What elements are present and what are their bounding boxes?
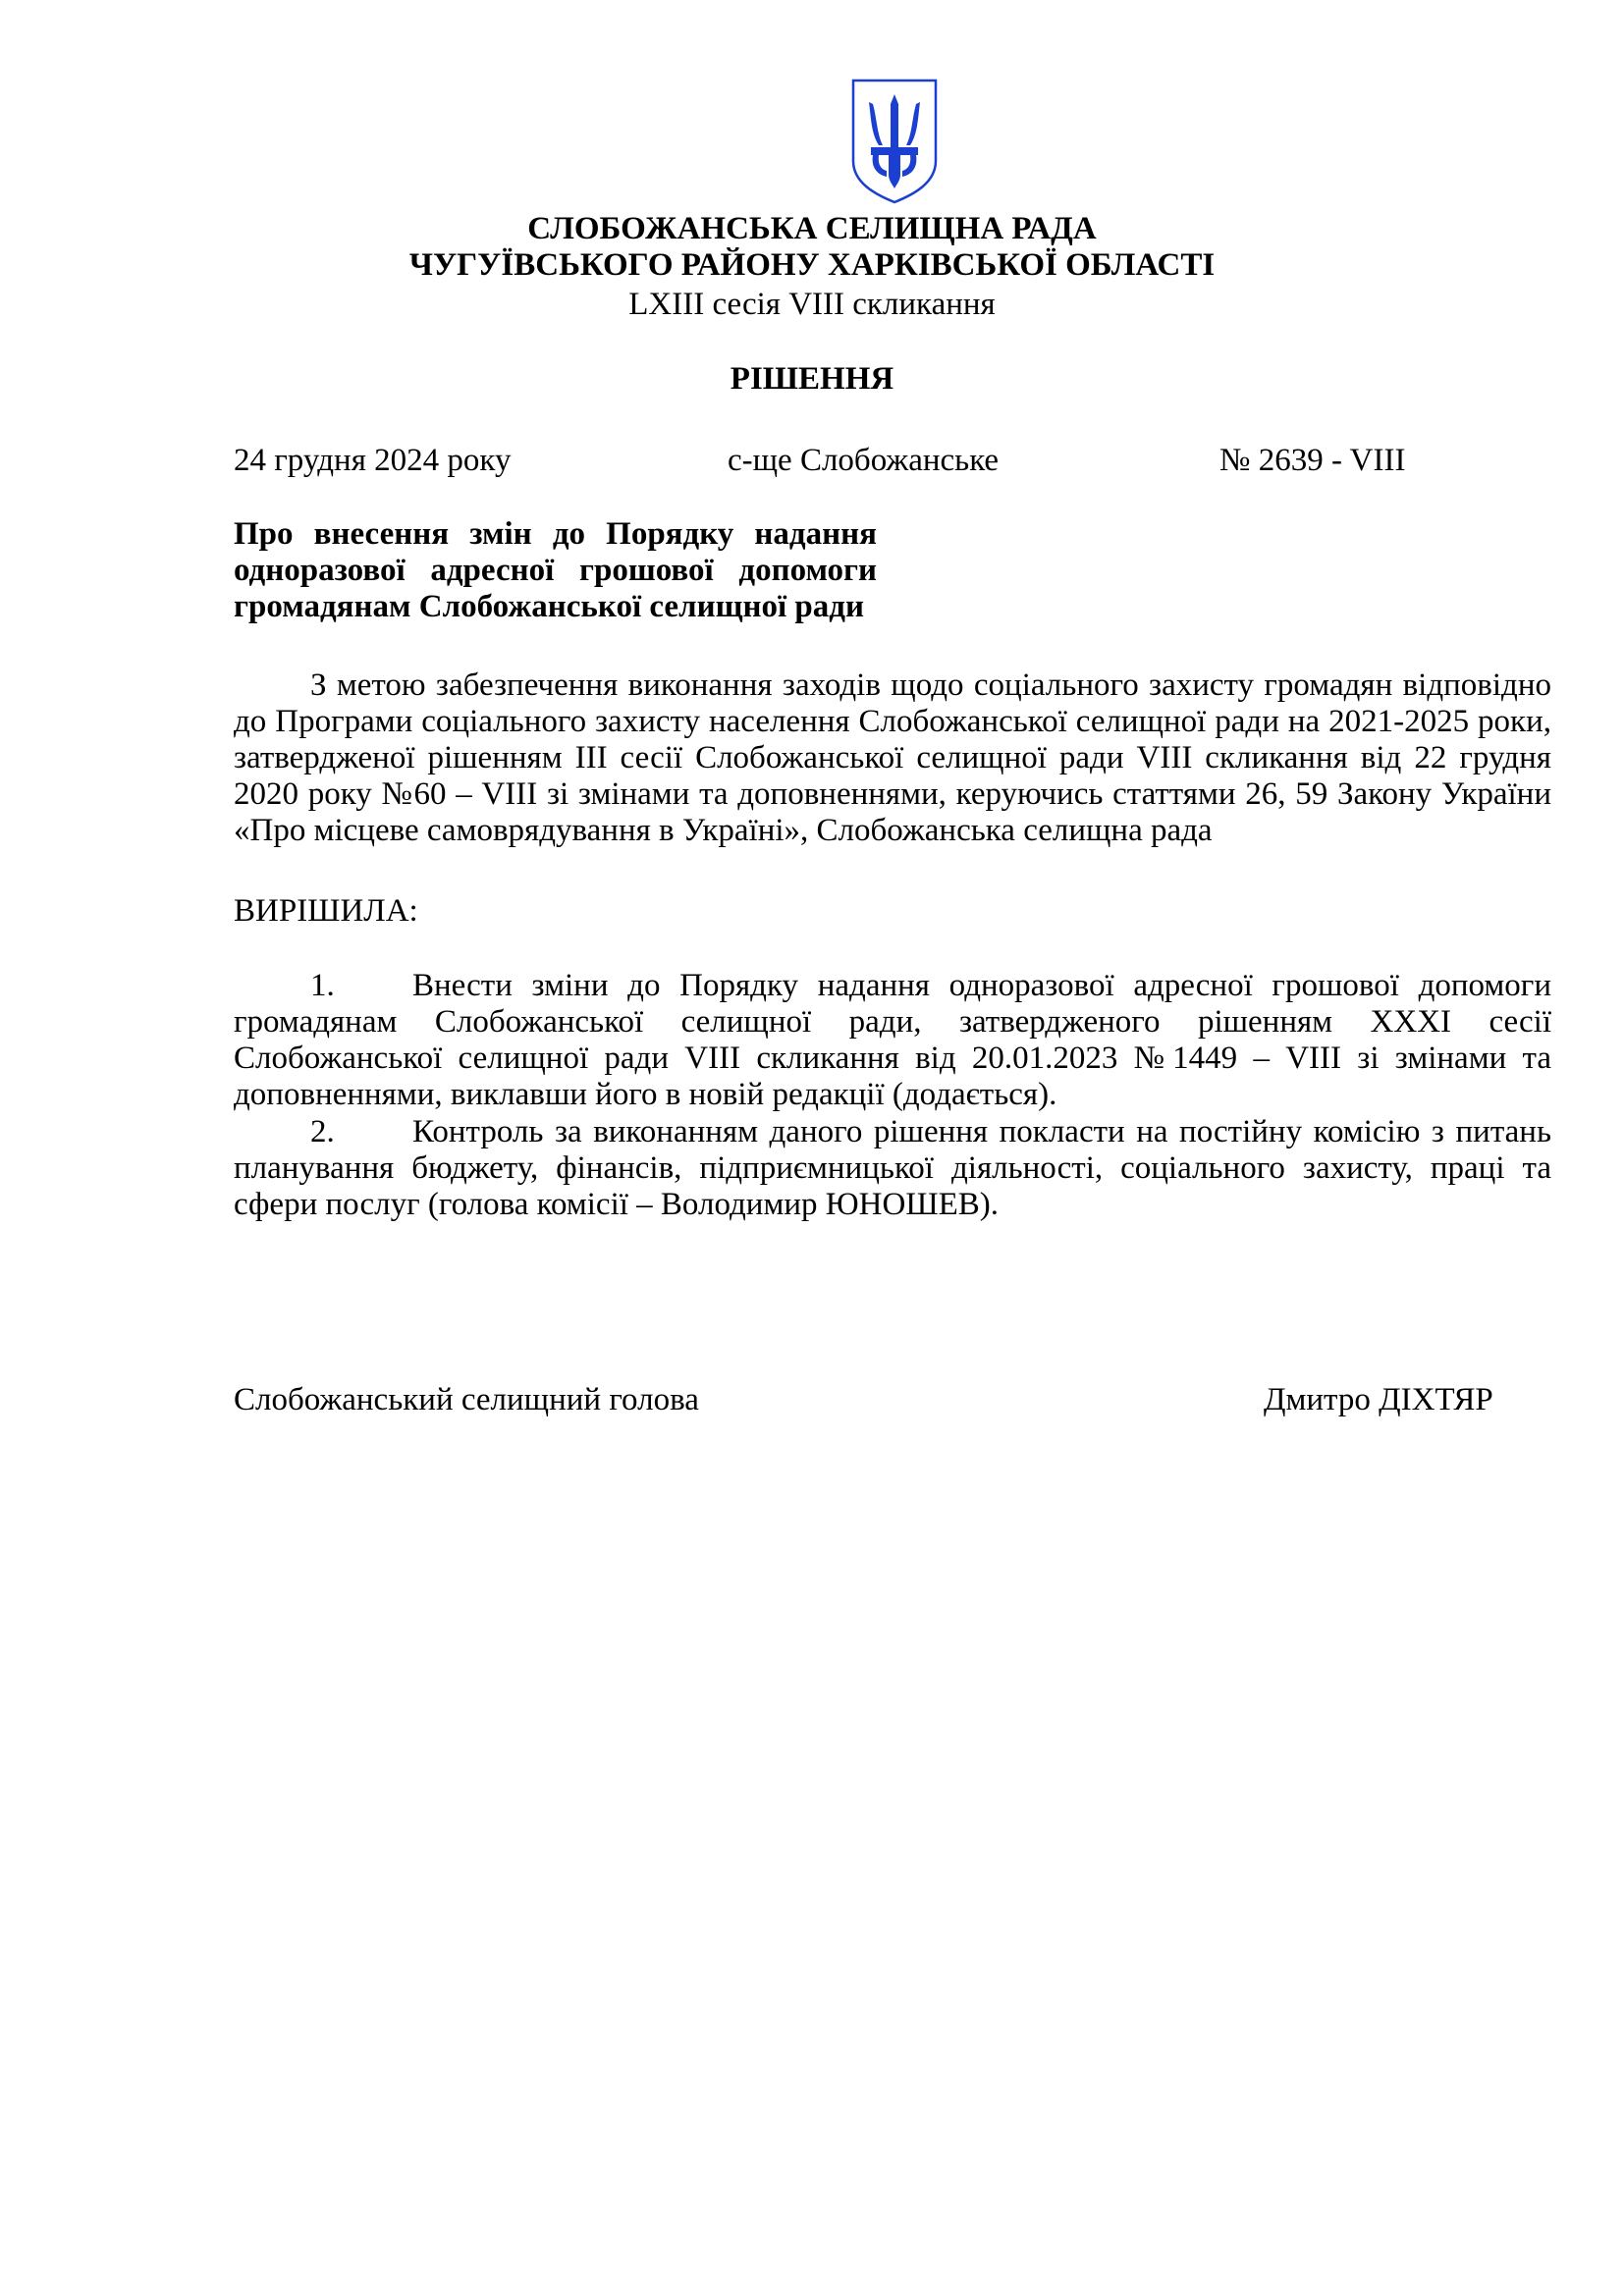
item-number: 1. — [310, 968, 335, 1003]
decision-item — [234, 968, 1551, 1113]
document-type: РІШЕННЯ — [730, 361, 894, 397]
signatory-title: Слобожанський селищний голова — [234, 1382, 699, 1417]
subject-line: громадянам Слобожанської селищної ради — [234, 589, 864, 624]
decision-date: 24 грудня 2024 року — [234, 443, 512, 478]
subject-line: Про внесення змін до Порядку надання — [234, 516, 877, 552]
session-line: LXIII сесія VIII скликання — [628, 287, 996, 322]
item-text: Внести зміни до Порядку надання одноразової адресної грошової допомоги громадянам Слобожанської селищної ради, затвердженого рішенням ХХХІ сесії Слобожанської селищної ради VIII скликання від 20.01.2023 №1449 – VIII зі змінами та доповненнями, виклавши його в новій редакції (додається). — [234, 968, 1551, 1112]
decision-number: № 2639 - VIII — [1219, 443, 1406, 478]
decision-place: с-ще Слобожанське — [728, 443, 1000, 478]
trident-coat-of-arms-icon — [849, 77, 940, 206]
signature-block — [0, 1380, 1624, 1419]
decision-meta — [0, 441, 1624, 480]
decision-item — [234, 1114, 1551, 1223]
decision-subject — [234, 516, 877, 625]
subject-line: одноразової адресної грошової допомоги — [234, 553, 877, 588]
preamble-paragraph: З метою забезпечення виконання заходів щодо соціального захисту громадян відповідно до Програми соціального захисту населення Слобожанської селищної ради на 2021-2025 роки, затвердженої рішенням ІІІ сесії Слобожанської селищної ради VIIІ скликання від 22 грудня 2020 року №60 – VIII зі змінами та доповненнями, керуючись статтями 26, 59 Закону України «Про місцеве самоврядування в Україні», Слобожанська селищна рада — [234, 667, 1551, 848]
district-name: ЧУГУЇВСЬКОГО РАЙОНУ ХАРКІВСЬКОЇ ОБЛАСТІ — [408, 247, 1216, 283]
item-text: Контроль за виконанням даного рішення покласти на постійну комісію з питань планування бюджету, фінансів, підприємницької діяльності, соціального захисту, праці та сфери послуг (голова комісії – Володимир ЮНОШЕВ). — [234, 1114, 1551, 1222]
council-name: СЛОБОЖАНСЬКА СЕЛИЩНА РАДА — [527, 211, 1097, 246]
decided-heading: ВИРІШИЛА: — [234, 893, 418, 929]
item-number: 2. — [310, 1114, 335, 1149]
signatory-name: Дмитро ДІХТЯР — [1264, 1382, 1493, 1417]
